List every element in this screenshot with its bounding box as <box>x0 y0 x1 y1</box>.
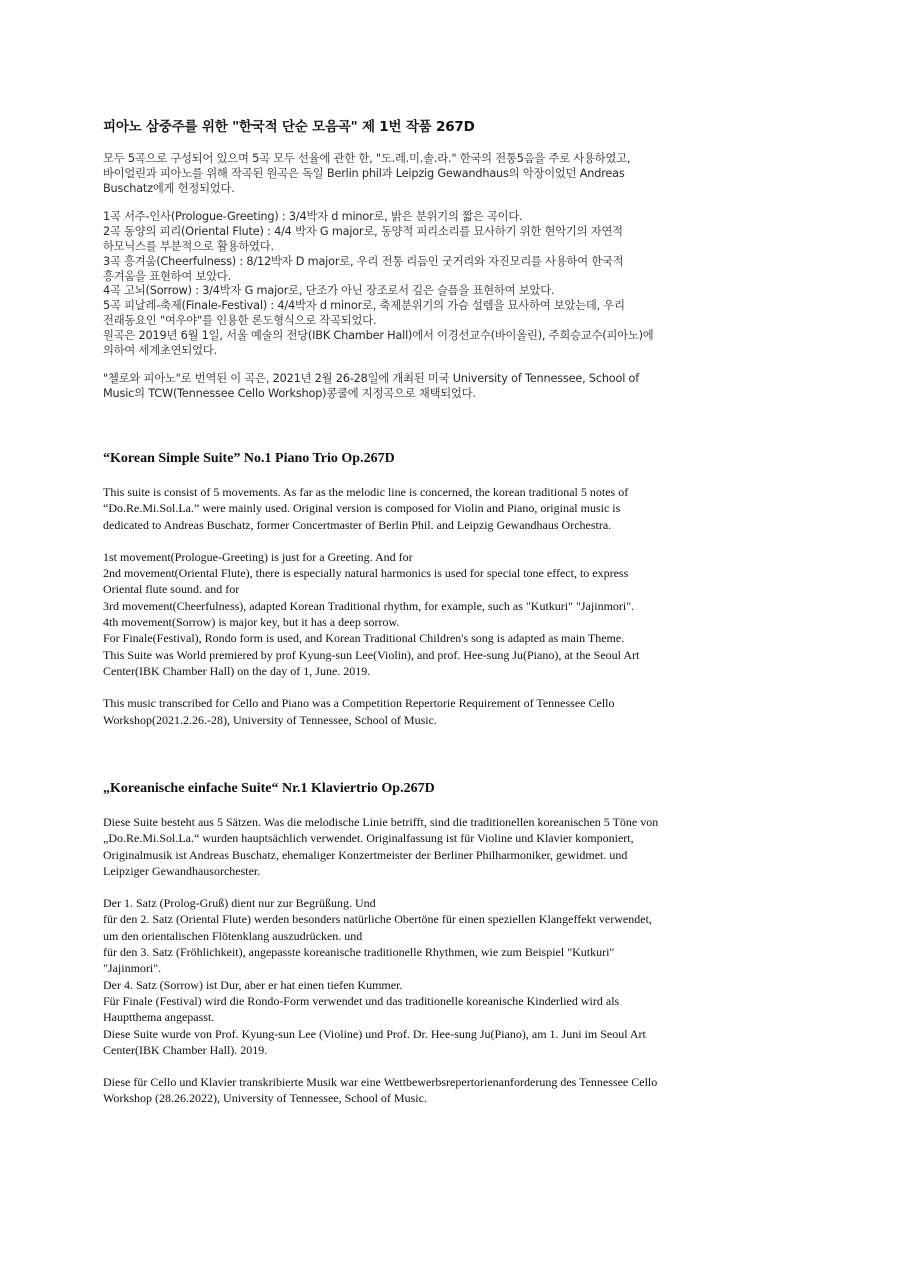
german-movement-line: Für Finale (Festival) wird die Rondo-Form verwendet und das traditionelle koreanische Kinderlied wird als <box>103 993 620 1008</box>
english-movements <box>103 549 763 679</box>
korean-movement-line: 3곡 흥겨움(Cheerfulness) : 8/12박자 D major로, 우리 전통 리듬인 굿거리와 자진모리를 사용하여 한국적 <box>103 254 624 268</box>
german-movement-line: Center(IBK Chamber Hall). 2019. <box>103 1042 268 1057</box>
korean-movement-line: 흥겨움을 표현하여 보았다. <box>103 269 232 283</box>
korean-movement-line: 의하여 세계초연되었다. <box>103 343 217 357</box>
korean-title: 피아노 삼중주를 위한 "한국적 단순 모음곡" 제 1번 작품 267D <box>103 119 475 135</box>
german-movement-line: Der 4. Satz (Sorrow) ist Dur, aber er hat einen tiefen Kummer. <box>103 977 403 992</box>
english-intro <box>103 484 763 533</box>
english-movement-line: This Suite was World premiered by prof Kyung-sun Lee(Violin), and prof. Hee-sung Ju(Piano), at the Seoul Art <box>103 647 640 662</box>
korean-section <box>103 115 763 402</box>
german-intro <box>103 814 763 879</box>
korean-intro <box>103 152 763 196</box>
english-movement-line: 4th movement(Sorrow) is major key, but it has a deep sorrow. <box>103 615 400 630</box>
german-movement-line: Der 1. Satz (Prolog-Gruß) dient nur zur Begrüßung. Und <box>103 896 376 911</box>
english-intro-line: This suite is consist of 5 movements. As far as the melodic line is concerned, the korean traditional 5 notes of <box>103 485 629 499</box>
german-intro-line: „Do.Re.Mi.Sol.La.“ wurden hauptsächlich verwendet. Originalfassung ist für Violine und Klavier komponiert, <box>103 831 634 846</box>
english-movement-line: Oriental flute sound. and for <box>103 582 240 597</box>
german-intro-line: Originalmusik ist Andreas Buschatz, ehemaliger Konzertmeister der Berliner Philharmoniker, gewidmet. und <box>103 847 628 862</box>
english-note-line: Workshop(2021.2.26.-28), University of Tennessee, School of Music. <box>103 712 437 727</box>
german-intro-line: Leipziger Gewandhausorchester. <box>103 863 261 878</box>
english-note-line: This music transcribed for Cello and Piano was a Competition Repertorie Requirement of Tennessee Cello <box>103 696 615 711</box>
korean-movement-line: 2곡 동양의 피리(Oriental Flute) : 4/4 박자 G major로, 동양적 피리소리를 묘사하기 위한 현악기의 자연적 <box>103 225 623 239</box>
korean-movement-line: 원곡은 2019년 6월 1일, 서울 예술의 전당(IBK Chamber Hall)에서 이경선교수(바이올린), 주희승교수(피아노)에 <box>103 328 654 342</box>
english-movement-line: 2nd movement(Oriental Flute), there is especially natural harmonics is used for special tone effect, to express <box>103 566 629 581</box>
korean-movement-line: 전래동요인 "여우야"를 인용한 론도형식으로 작곡되었다. <box>103 313 377 327</box>
german-movement-line: Diese Suite wurde von Prof. Kyung-sun Lee (Violine) und Prof. Dr. Hee-sung Ju(Piano), am 1. Juni im Seoul Art <box>103 1026 646 1041</box>
english-movement-line: For Finale(Festival), Rondo form is used, and Korean Traditional Children's song is adapted as main Theme. <box>103 631 625 646</box>
english-section <box>103 451 763 728</box>
korean-intro-line: 모두 5곡으로 구성되어 있으며 5곡 모두 선율에 관한 한, "도.레.미.솔.라." 한국의 전통5음을 주로 사용하였고, <box>103 152 631 165</box>
korean-movements <box>103 210 763 358</box>
english-movement-line: 3rd movement(Cheerfulness), adapted Korean Traditional rhythm, for example, such as "Kutkuri" "Jajinmori". <box>103 598 635 613</box>
english-movement-line: 1st movement(Prologue-Greeting) is just for a Greeting. And for <box>103 549 413 564</box>
german-title: „Koreanische einfache Suite“ Nr.1 Klaviertrio Op.267D <box>103 781 435 796</box>
german-note-line: Workshop (28.26.2022), University of Tennessee, School of Music. <box>103 1091 427 1106</box>
korean-movement-line: 4곡 고뇌(Sorrow) : 3/4박자 G major로, 단조가 아닌 장조로서 깊은 슬픔을 표현하여 보았다. <box>103 284 555 298</box>
german-movement-line: Hauptthema angepasst. <box>103 1010 215 1025</box>
korean-intro-line: Buschatz에게 헌정되었다. <box>103 181 235 195</box>
korean-note <box>103 372 763 402</box>
german-movement-line: für den 3. Satz (Fröhlichkeit), angepasste koreanische traditionelle Rhythmen, wie zum Beispiel "Kutkuri" <box>103 945 615 960</box>
english-intro-line: dedicated to Andreas Buschatz, former Concertmaster of Berlin Phil. and Leipzig Gewandhaus Orchestra. <box>103 517 612 532</box>
german-intro-line: Diese Suite besteht aus 5 Sätzen. Was die melodische Linie betrifft, sind die traditionellen koreanischen 5 Töne von <box>103 815 659 829</box>
korean-movement-line: 5곡 피날레-축제(Finale-Festival) : 4/4박자 d minor로, 축제분위기의 가슴 설렘을 묘사하여 보았는데, 우리 <box>103 299 625 313</box>
german-movement-line: "Jajinmori". <box>103 961 162 976</box>
english-note <box>103 695 763 728</box>
german-movements <box>103 895 763 1058</box>
korean-movement-line: 하모닉스를 부분적으로 활용하였다. <box>103 239 274 253</box>
german-note-line: Diese für Cello und Klavier transkribierte Musik war eine Wettbewerbsrepertorienanforderung des Tennessee Cello <box>103 1075 658 1090</box>
german-section <box>103 781 763 1107</box>
english-intro-line: “Do.Re.Mi.Sol.La.” were mainly used. Original version is composed for Violin and Piano, original music is <box>103 501 621 516</box>
korean-note-line: Music의 TCW(Tennessee Cello Workshop)콩쿨에 지정곡으로 채택되었다. <box>103 387 476 401</box>
korean-intro-line: 바이얼린과 피아노를 위해 작곡된 원곡은 독일 Berlin phil과 Leipzig Gewandhaus의 악장이었던 Andreas <box>103 166 625 180</box>
german-movement-line: für den 2. Satz (Oriental Flute) werden besonders natürliche Obertöne für einen speziellen Klangeffekt verwendet, <box>103 912 652 927</box>
german-note <box>103 1074 763 1107</box>
english-movement-line: Center(IBK Chamber Hall) on the day of 1, June. 2019. <box>103 663 371 678</box>
german-movement-line: um den orientalischen Flötenklang auszudrücken. und <box>103 928 363 943</box>
korean-movement-line: 1곡 서주-인사(Prologue-Greeting) : 3/4박자 d minor로, 밝은 분위기의 짧은 곡이다. <box>103 210 523 224</box>
english-title: “Korean Simple Suite” No.1 Piano Trio Op.267D <box>103 451 395 466</box>
korean-note-line: "첼로와 피아노"로 번역된 이 곡은, 2021년 2월 26-28일에 개최된 미국 University of Tennessee, School of <box>103 372 640 386</box>
